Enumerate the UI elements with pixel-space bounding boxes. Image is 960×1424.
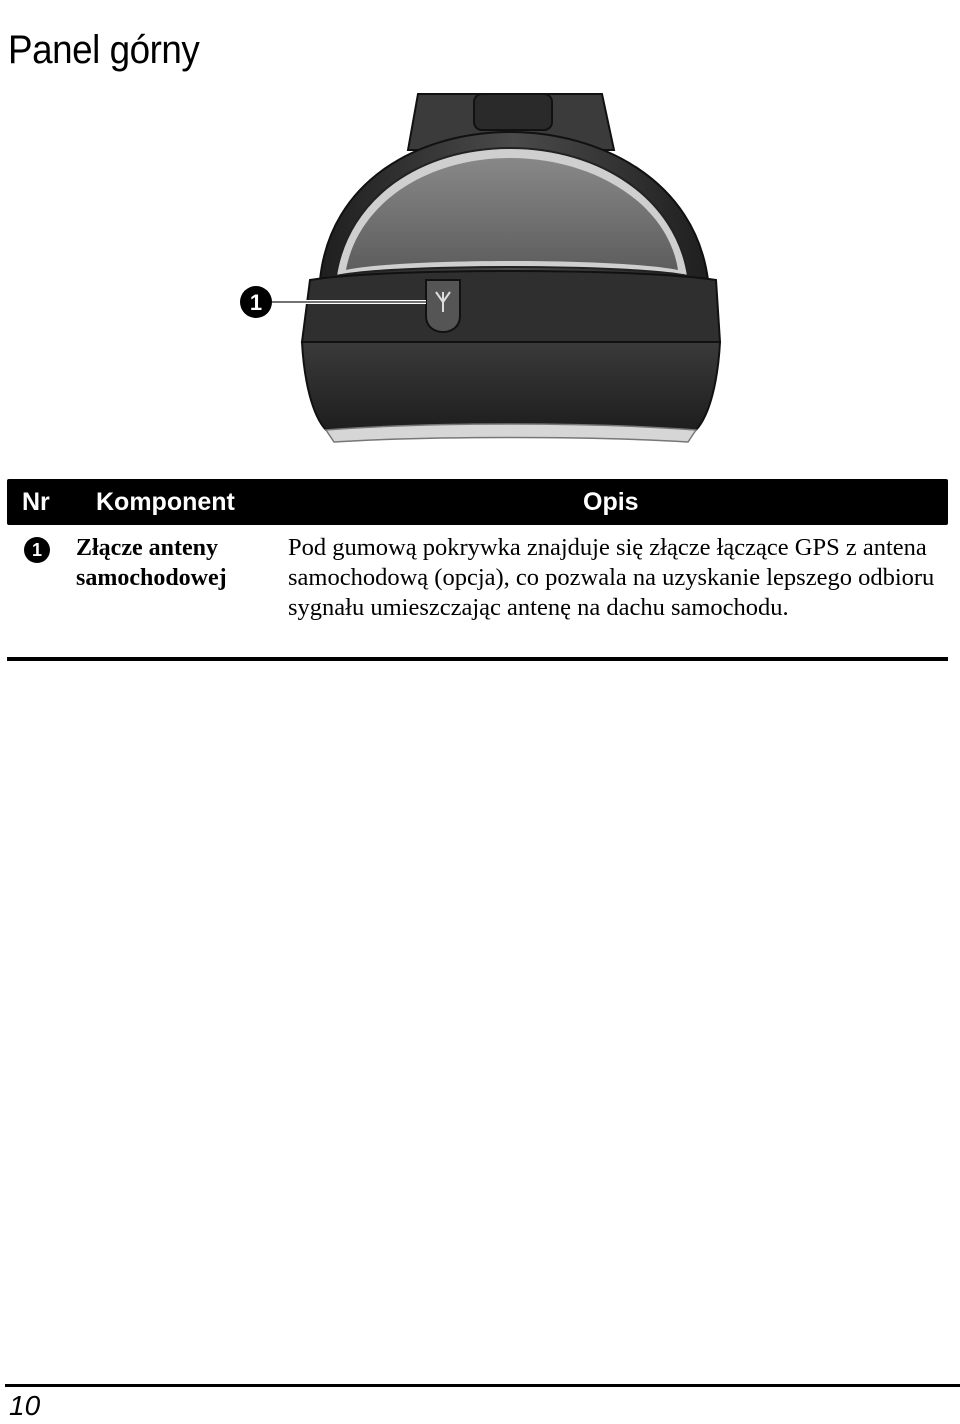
callout-number: 1 [249, 290, 263, 315]
header-nr: Nr [22, 488, 50, 516]
page-number: 10 [9, 1390, 41, 1421]
row-description: Pod gumową pokrywka znajduje się złącze łączące GPS z antena samochodową (opcja), co pozwala na uzyskanie lepszego odbioru sygnału umieszczając antenę na dachu samochodu. [288, 534, 935, 621]
device-midband [302, 271, 720, 342]
row-component: Złącze anteny samochodowej [76, 535, 227, 591]
page-title: Panel górny [8, 27, 200, 72]
table-row [7, 525, 948, 657]
mount-clip-slot [474, 94, 552, 130]
device-illustration [230, 80, 730, 450]
header-component: Komponent [96, 488, 235, 516]
table-bottom-rule [7, 657, 948, 661]
footer-rule [5, 1384, 960, 1387]
table-header [7, 479, 948, 525]
row-number-badge: 1 [24, 537, 50, 563]
device-top-panel-figure [230, 80, 730, 450]
device-bottom-rim [326, 424, 696, 442]
components-table [7, 479, 948, 657]
device-lower-body [302, 342, 720, 430]
header-description: Opis [583, 488, 639, 516]
